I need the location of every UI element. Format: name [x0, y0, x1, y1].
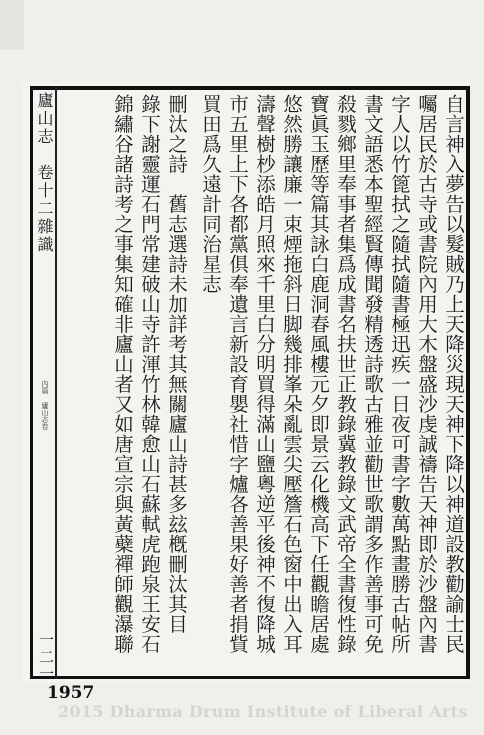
watermark-text: 2015 Dharma Drum Institute of Liberal Arts — [58, 702, 468, 721]
frame-left-rule — [30, 86, 33, 679]
frame-right-rule — [466, 86, 470, 679]
printed-page-number: 1957 — [47, 683, 95, 703]
text-column-5: 殺戮鄉里奉事者集爲成書名扶世正教錄冀教錄文武帝全書復性錄 — [334, 94, 357, 654]
text-column-7: 悠然勝讓廉一束煙拖斜日脚幾排峯朵亂雲尖壓簷石色窗中出入耳 — [280, 94, 303, 654]
spine-book-title: 廬山志 — [35, 92, 54, 146]
spine-page-number: 一二一 — [37, 632, 55, 683]
edge-stain — [0, 0, 24, 50]
section-heading-column: 刪汰之詩 舊志選詩未加詳考其無關廬山詩甚多玆槪刪汰其目 — [165, 94, 188, 634]
text-column-13: 錦繡谷諸詩考之事集知確非廬山者又如唐宣宗與黃蘗禪師觀瀑聯 — [111, 94, 134, 654]
frame-top-rule — [30, 86, 470, 90]
spine-small-note: 內篇 廬山志卷 — [41, 380, 49, 430]
text-column-12: 錄下謝靈運石門常建破山寺許渾竹林韓愈山石蘇軾虎跑泉王安石 — [138, 94, 161, 654]
text-column-8: 濤聲樹杪添皓月照來千里白分明買得滿山鹽粵逆平後神不復降城 — [253, 94, 276, 654]
margin-rule — [55, 86, 57, 679]
text-column-6: 寶眞玉歷等篇其詠白鹿洞春風樓元夕即景云化機高下任觀瞻居處 — [307, 94, 330, 654]
text-column-9: 市五里上下各都黨俱奉遺言新設育嬰社惜字爐各善果好善者捐貲 — [226, 94, 249, 654]
frame-bottom-rule — [30, 676, 470, 679]
text-column-1: 自言神入夢告以髮賊乃上天降災現天神下降以神道設教勸諭士民 — [442, 94, 465, 654]
text-column-4: 書文語悉本聖經賢傳聞發精透詩歌古雅並勸世歌謂多作善事可免 — [361, 94, 384, 654]
text-column-2: 囑居民於古寺或書院內用大木盤盛沙虔誠禱告天神即於沙盤內書 — [415, 94, 438, 654]
spine-volume: 卷十二雜識 — [35, 164, 54, 254]
text-column-10: 買田爲久遠計同治星志 — [199, 94, 222, 294]
text-column-3: 字人以竹篦拭之隨拭隨書極迅疾一日夜可書字數萬點畫勝古帖所 — [388, 94, 411, 654]
